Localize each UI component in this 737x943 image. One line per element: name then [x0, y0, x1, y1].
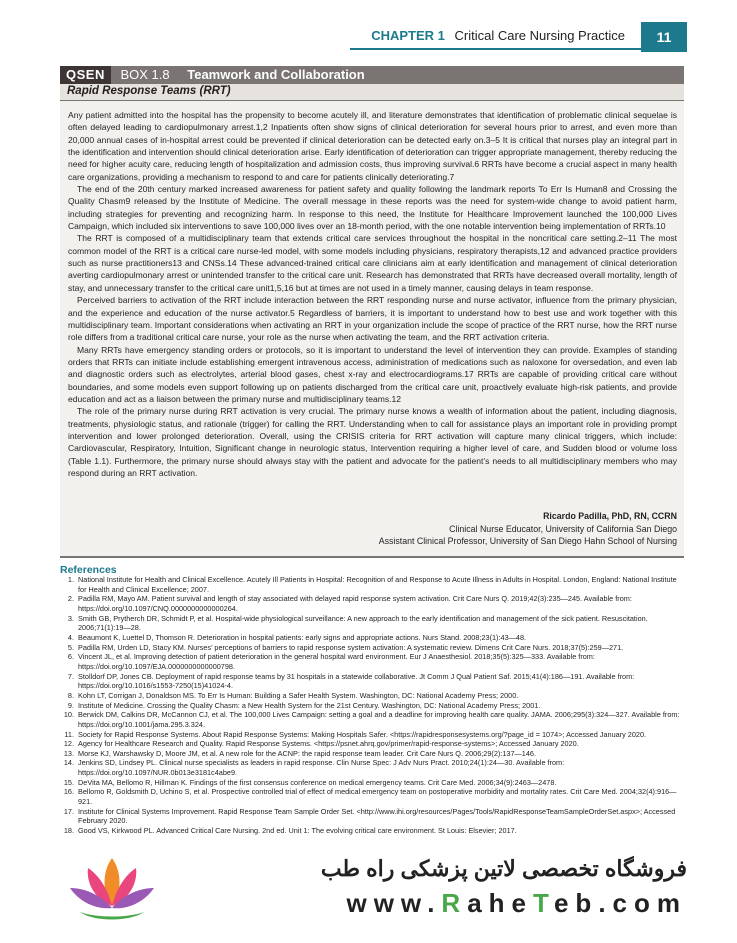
chapter-label: CHAPTER 1 [371, 28, 445, 43]
reference-text: Padilla RM, Mayo AM. Patient survival and length of stay associated with delayed rapid response system activation. Crit Care Nurs Q. 2019;42(3):235—245. Available from: https://doi.org/10.1097/CNQ.0000000000000264. [78, 594, 632, 613]
watermark-persian-text: فروشگاه تخصصی لاتین پزشکی راه طب [320, 856, 687, 881]
reference-number: 13. [63, 748, 74, 758]
reference-number: 17. [63, 806, 74, 816]
chapter-title: Critical Care Nursing Practice [454, 28, 625, 43]
reference-number: 10. [63, 710, 74, 720]
watermark-footer [60, 850, 687, 930]
reference-number: 11. [64, 729, 74, 739]
reference-text: Institute for Clinical Systems Improvement. Rapid Response Team Sample Order Set. <http://www.ihi.org/resources/Pages/Tools/RapidResponseTeamSampleOrderSet.aspx>; Accessed February 2020. [78, 806, 676, 826]
reference-number: 6. [67, 652, 74, 662]
paragraph: The role of the primary nurse during RRT activation is very crucial. The primary nurse knows a wealth of information about the patient, including diagnosis, treatments, physiologic status, and rationale (trigger) for calling the RRT. Understanding when to call for assistance plays an important role in providing prompt intervention and lower prolonged deterioration. Overall, using the CRISIS criteria for RRT activation will capture many clinical triggers, which include: Cardiovascular, Respiratory, Intuition, Significant change in neurologic status, Intervention requiring a higher level of care, and Sudden blood or volume loss (Table 1.1). Furthermore, the primary nurse should always stay with the patient and advocate for the patient’s needs to all multidisciplinary members who may respond during an RRT activation. [68, 406, 677, 478]
reference-item [60, 643, 680, 653]
reference-item [60, 614, 680, 633]
box-subtitle-bar [60, 84, 684, 101]
web-prefix: www. [346, 888, 442, 918]
web-brand-r: R [441, 888, 468, 918]
reference-text: Agency for Healthcare Research and Quality. Rapid Response Systems. <https://psnet.ahrq.gov/primer/rapid-response-systems>; Accessed January 2020. [78, 739, 579, 749]
reference-text: Institute of Medicine. Crossing the Quality Chasm: a New Health System for the 21st Century. Washington, DC: National Academy Press; 2001. [78, 700, 541, 710]
page-number: 11 [641, 22, 687, 52]
reference-item [60, 758, 680, 777]
reference-text: Bellomo R, Goldsmith D, Uchino S, et al. Prospective controlled trial of effect of medical emergency team on postoperative morbidity and mortality rates. Crit Care Med. 2004;32(4):916—921. [78, 787, 677, 807]
reference-number: 16. [63, 787, 74, 797]
reference-item [60, 652, 680, 671]
running-header [0, 22, 737, 52]
reference-text: Stolldorf DP, Jones CB. Deployment of rapid response teams by 31 hospitals in a statewide collaborative. Jt Comm J Qual Patient Saf. 2015;41(4):186—191. Available from: https://doi.org/10.1016/s1553-7250(15)41024-4. [78, 671, 635, 691]
reference-item [60, 691, 680, 701]
reference-number: 12. [63, 739, 74, 749]
chapter-heading [371, 28, 625, 43]
reference-text: Berwick DM, Calkins DR, McCannon CJ, et al. The 100,000 Lives Campaign: setting a goal and a deadline for improving health care quality. JAMA. 2006;295(3):324—327. Available from: https://doi.org/10.1001/jama.295.3.324. [78, 710, 680, 729]
reference-number: 7. [67, 671, 74, 681]
header-rule [350, 48, 641, 50]
reference-item [60, 701, 680, 711]
reference-text: Good VS, Kirkwood PL. Advanced Critical Care Nursing. 2nd ed. Unit 1: The evolving critical care environment. St Louis: Elsevier; 2017. [78, 826, 517, 836]
references-heading: References [60, 564, 117, 576]
references-list [60, 575, 680, 836]
reference-text: Beaumont K, Luettel D, Thomson R. Deterioration in hospital patients: early signs and appropriate actions. Nurs Stand. 2008;23(1):43—48. [78, 632, 527, 642]
box-header [60, 66, 684, 84]
reference-item [60, 787, 680, 806]
box-body-text [68, 109, 677, 479]
reference-text: National Institute for Health and Clinical Excellence. Acutely Ill Patients in Hospital: Recognition of and Response to Acute Illness in Adults in Hospital. London, England: National Institute for Health and Clinical Excellence; 2007. [78, 575, 677, 594]
box-title: Teamwork and Collaboration [187, 67, 365, 82]
reference-number: 18. [63, 826, 74, 836]
reference-text: Jenkins SD, Lindsey PL. Clinical nurse specialists as leaders in rapid response. Clin Nurse Spec: J Adv Nurs Pract. 2010;24(1):24—30. Available from: https://doi.org/10.1097/NUR.0b013e3181c4abe9. [78, 758, 565, 778]
reference-number: 8. [67, 690, 74, 700]
reference-number: 2. [67, 594, 74, 604]
qsen-tag: QSEN [60, 66, 111, 84]
author-name: Ricardo Padilla, PhD, RN, CCRN [543, 511, 677, 521]
paragraph: The end of the 20th century marked increased awareness for patient safety and quality following the landmark reports To Err Is Human8 and Crossing the Quality Chasm9 released by the Institute of Medicine. The overall message in these reports was the need for system-wide change to avoid patient harm, including strategies for preventing and recognizing harm. In response to this need, the Institute for Healthcare Improvement launched the 100,000 Lives Campaign, which included six interventions to save 100,000 lives over an 18-month period, with the one notable intervention being implementation of RRTs.10 [68, 184, 677, 232]
author-signature [379, 510, 677, 548]
web-suffix: .com [598, 888, 687, 918]
reference-item [60, 826, 680, 836]
reference-text: Morse KJ, Warshawsky D, Moore JM, et al. A new role for the ACNP: the rapid response team leader. Crit Care Nurs Q. 2006;29(2):137—146. [78, 748, 537, 758]
reference-number: 14. [63, 758, 74, 768]
reference-number: 3. [67, 613, 74, 623]
reference-number: 5. [67, 642, 74, 652]
reference-item [60, 730, 680, 740]
author-affiliation-1: Clinical Nurse Educator, University of California San Diego [449, 523, 677, 534]
reference-text: Vincent JL, et al. Improving detection of patient deterioration in the general hospital ward environment. Eur J Anaesthesiol. 2018;35(5):325—333. Available from: https://doi.org/10.1097/EJA.0000000000000798. [78, 652, 595, 671]
reference-item [60, 807, 680, 826]
reference-item [60, 739, 680, 749]
reference-number: 9. [67, 700, 74, 710]
paragraph: Many RRTs have emergency standing orders or protocols, so it is important to understand the level of intervention they can provide. Examples of standing orders that RRTs can initiate include establishing emergent intravenous access, administration of medications such as naloxone for oversedation, and even lab and diagnostic orders such as electrolytes, arterial blood gases, chest x-ray and electrocardiograms.17 RRTs are capable of providing critical care without boundaries, and some models even support following up on patients discharged from the critical care unit, proactively evaluate high-risk patients, and provide education and act as a liaison between the primary nurse and multidisciplinary teams.12 [68, 344, 677, 404]
reference-number: 4. [67, 632, 74, 642]
reference-text: DeVita MA, Bellomo R, Hillman K. Findings of the first consensus conference on medical emergency teams. Crit Care Med. 2006;34(9):2463—2478. [78, 777, 557, 787]
reference-text: Padilla RM, Urden LD, Stacy KM. Nurses’ perceptions of barriers to rapid response system activation: A systematic review. Dimens Crit Care Nurs. 2018;37(5):259—271. [78, 642, 624, 652]
reference-number: 15. [63, 777, 74, 787]
web-brand-end: eb [553, 888, 599, 918]
box-number: BOX 1.8 [120, 67, 170, 82]
reference-item [60, 575, 680, 594]
reference-item [60, 778, 680, 788]
paragraph: Perceived barriers to activation of the RRT include interaction between the RRT responding nurse and nurse activator, influence from the primary physician, and the experience and education of the nurse activator.5 Regardless of barriers, it is important to understand how to best use and work together with this multidisciplinary team. Important considerations when activating an RRT in your organization include the scope of practice of the RRT nurse, how the RRT nurse role differs from a traditional critical care nurse, your role as the nurse when activating the team, and the RRT activation criteria. [68, 295, 677, 343]
paragraph: Any patient admitted into the hospital has the propensity to become acutely ill, and literature demonstrates that identification of problematic clinical sequelae is often delayed leading to cardiopulmonary arrest.1,2 Inpatients often show signs of clinical deterioration for several hours prior to arrest, and even more than 20,000 annual cases of in-hospital arrest could be prevented if clinical deterioration can be detected early on.3–5 It is critical that nurses play an integral part in the identification and intervention should clinical deterioration arise. Early identification of deterioration can trigger appropriate management, thereby reducing the need for higher acuity care, reducing length of hospitalization and admission costs, thus improving survival.6 RRTs have become a crucial aspect in many health care organizations, providing a mechanism to respond to and care for patients clinically deteriorating.7 [68, 110, 677, 182]
web-brand-mid: ahe [467, 888, 534, 918]
web-brand-t: T [533, 888, 554, 918]
reference-number: 1. [67, 575, 74, 584]
reference-item [60, 749, 680, 759]
reference-item [60, 594, 680, 613]
reference-text: Smith GB, Prytherch DR, Schmidt P, et al. Hospital-wide physiological surveillance: A new approach to the early identification and management of the sick patient. Resuscitation. 2006;71(1):19—28. [78, 613, 648, 633]
reference-item [60, 710, 680, 729]
reference-item [60, 633, 680, 643]
paragraph: The RRT is composed of a multidisciplinary team that extends critical care services throughout the hospital in the noncritical care setting.2–11 The most common model of the RRT is a critical care nurse-led model, with some models including physicians, respiratory therapists,12 and advanced practice providers such as nurse practitioners13 and CNSs.14 These advanced-trained critical care clinicians aim at early identification and management of clinical deterioration averting cardiopulmonary arrest or unintended transfer to the critical care unit. Research has demonstrated that RRTs have decreased overall mortality, length of stay, and unnecessary transfer to the critical care unit1,5,16 but at times are not used in a timely manner, causing delays in team response. [68, 233, 677, 293]
box-subtitle: Rapid Response Teams (RRT) [67, 85, 231, 97]
watermark-website [346, 888, 687, 919]
reference-text: Society for Rapid Response Systems. About Rapid Response Systems: Making Hospitals Safer. <https://rapidresponsesystems.org/?page_id = 1074>; Accessed January 2020. [78, 729, 647, 739]
lotus-logo-icon [66, 852, 158, 927]
reference-text: Kohn LT, Corrigan J, Donaldson MS. To Err Is Human: Building a Safer Health System. Washington, DC: National Academy Press; 2000. [78, 690, 519, 700]
author-affiliation-2: Assistant Clinical Professor, University of San Diego Hahn School of Nursing [378, 536, 677, 546]
reference-item [60, 672, 680, 691]
